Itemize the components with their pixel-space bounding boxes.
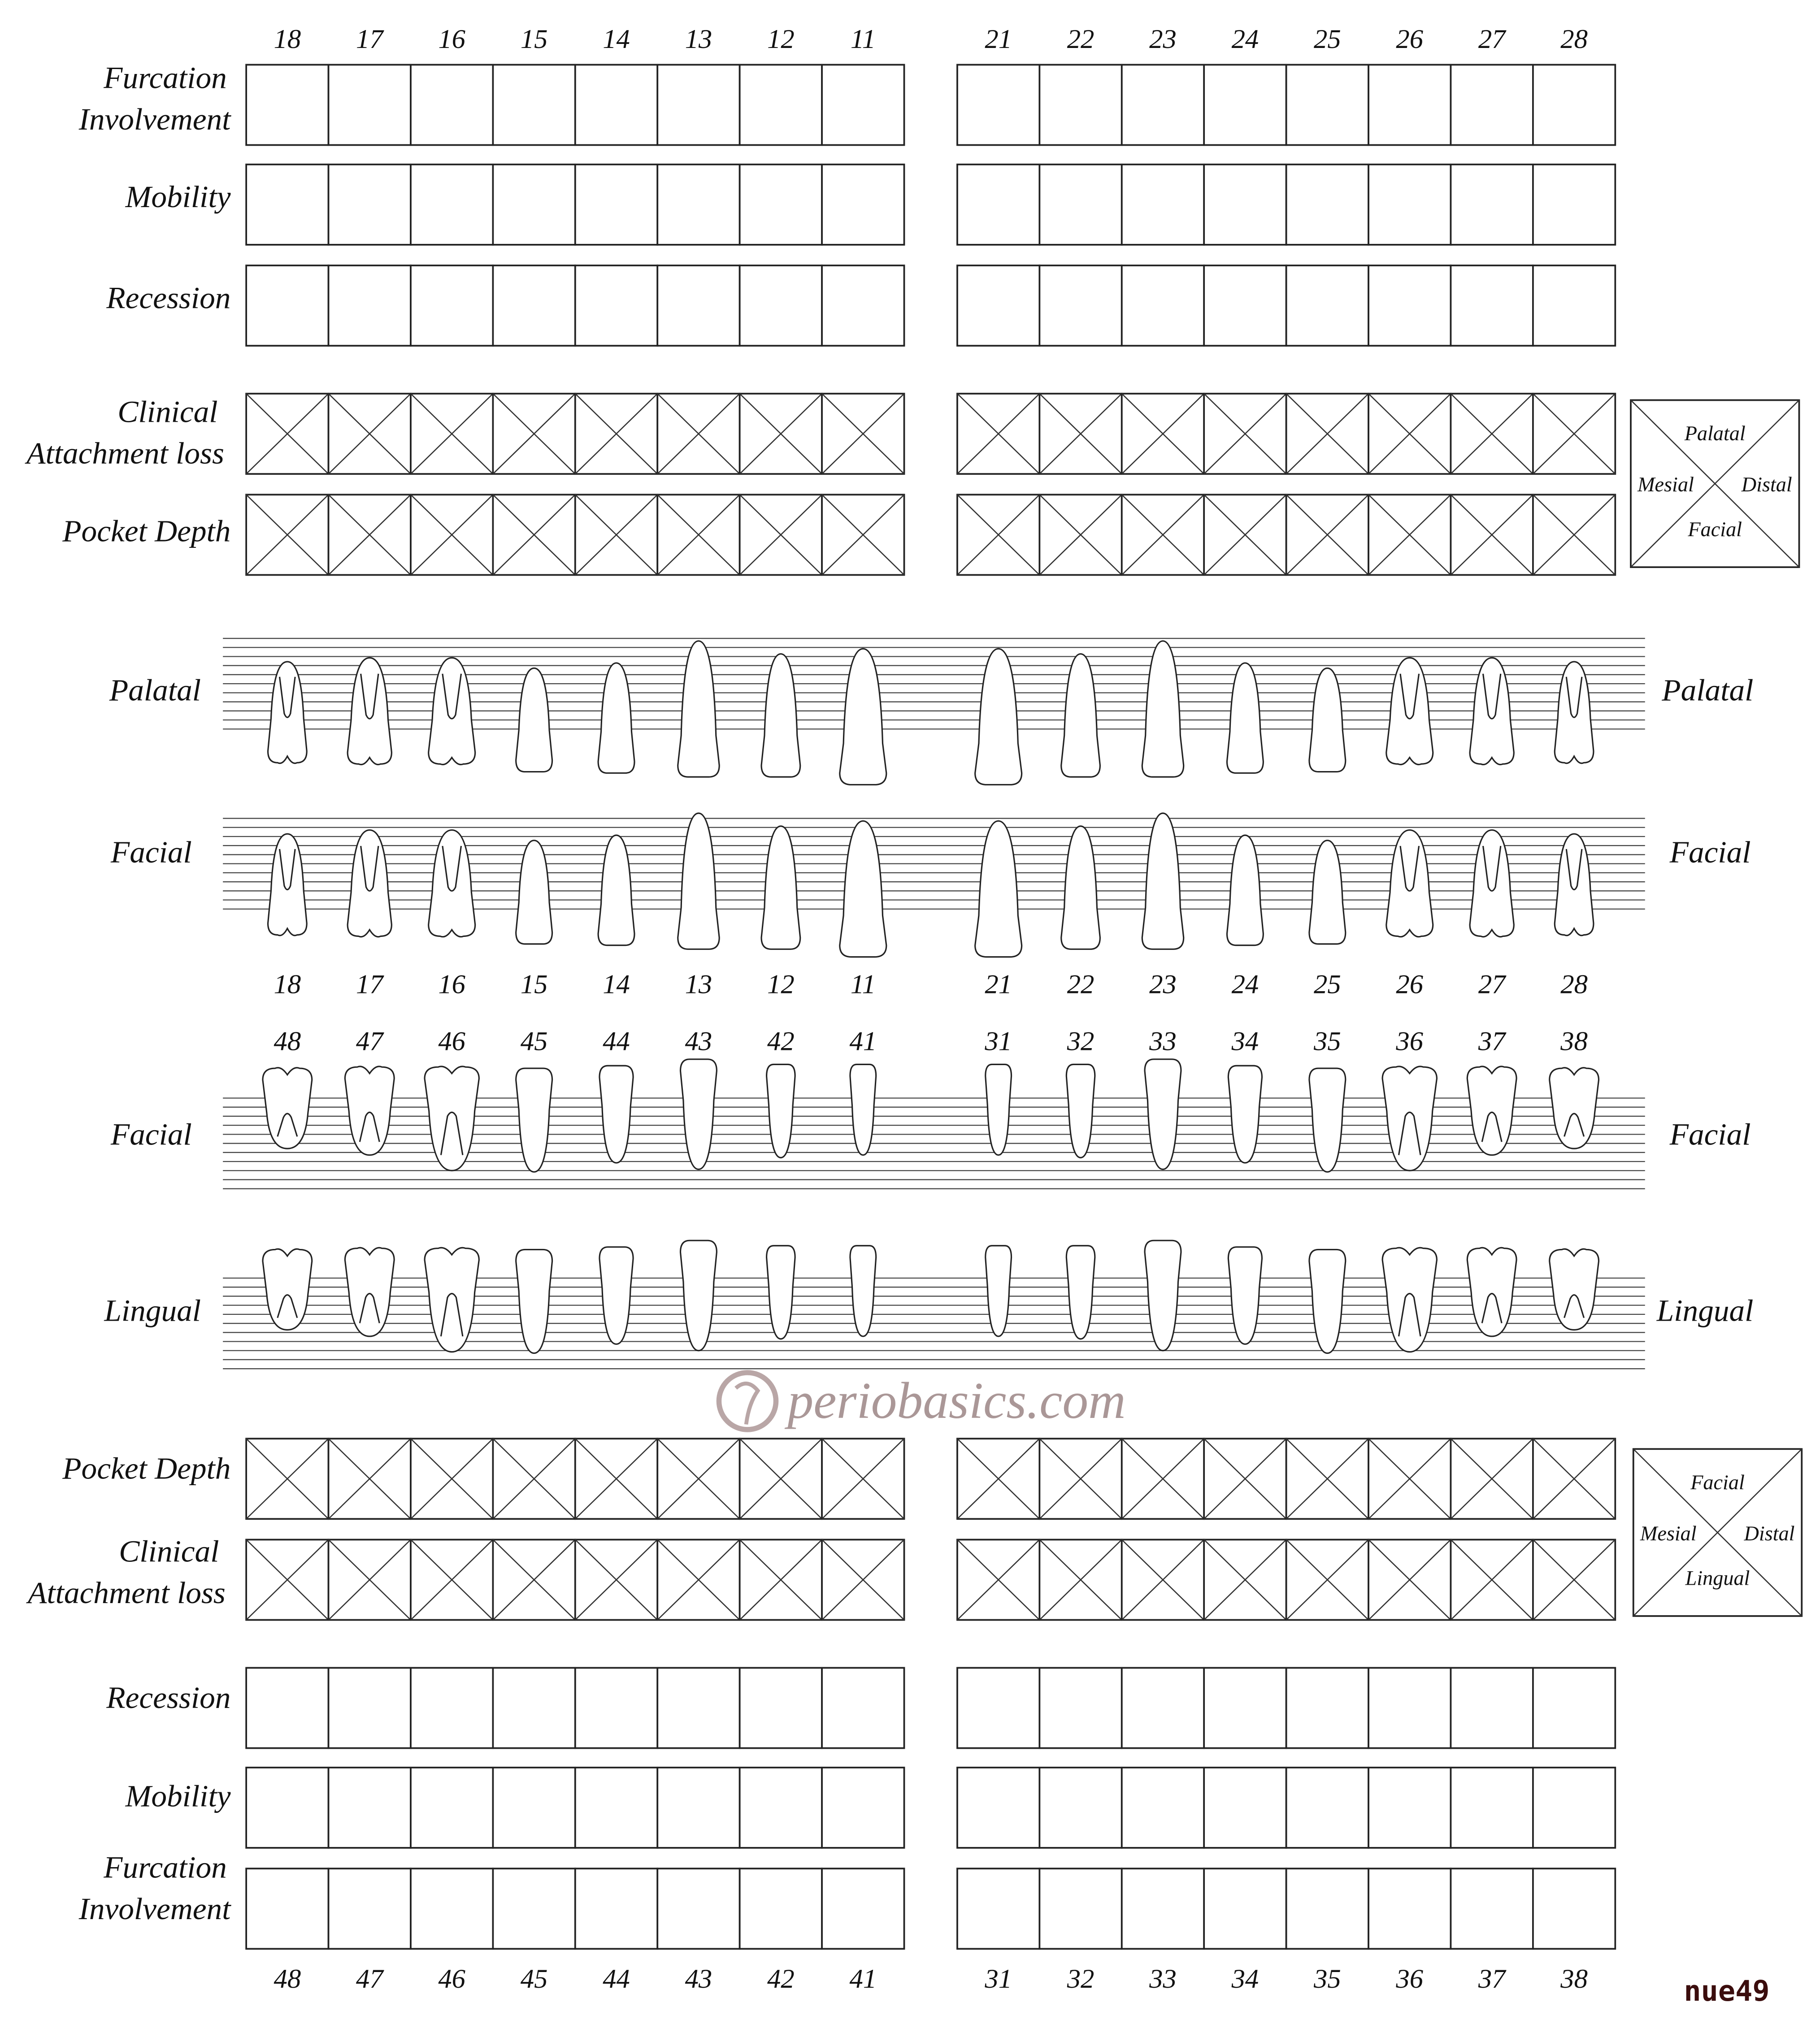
- upper-furcation-cell[interactable]: [1039, 65, 1121, 145]
- upper-furcation-cell[interactable]: [1451, 65, 1533, 145]
- tooth-31[interactable]: [986, 1246, 1012, 1336]
- tooth-outline: [516, 841, 552, 944]
- lower-recession-cell[interactable]: [1286, 1668, 1368, 1748]
- tooth-outline: [516, 1068, 552, 1172]
- label-recession: Recession: [106, 1680, 231, 1715]
- upper-recession-cell[interactable]: [822, 265, 904, 346]
- lower-mobility-cell[interactable]: [822, 1768, 904, 1848]
- tooth-number: 14: [603, 969, 630, 1000]
- tooth-number: 14: [603, 24, 630, 54]
- upper-furcation-cell[interactable]: [411, 65, 493, 145]
- tooth-16[interactable]: [429, 658, 475, 764]
- tooth-outline: [767, 1246, 795, 1339]
- label-clinical-attachment-loss: Attachment loss: [26, 436, 225, 471]
- legend-top-label: Facial: [1690, 1470, 1745, 1494]
- tooth-23[interactable]: [1142, 813, 1183, 949]
- tooth-outline: [975, 649, 1022, 785]
- tooth-number: 18: [274, 969, 301, 1000]
- upper-recession-cell[interactable]: [575, 265, 657, 346]
- upper-recession-cell[interactable]: [329, 265, 411, 346]
- tooth-outline: [1309, 1068, 1346, 1172]
- tooth-44[interactable]: [599, 1247, 633, 1344]
- lower-furcation-cell[interactable]: [740, 1868, 822, 1949]
- tooth-28[interactable]: [1555, 834, 1594, 936]
- label-pocket-depth: Pocket Depth: [62, 1451, 231, 1486]
- upper-recession-cell[interactable]: [246, 265, 328, 346]
- legend-top-label: Palatal: [1684, 422, 1746, 445]
- lower-furcation-cell[interactable]: [1039, 1868, 1121, 1949]
- upper-mobility-cell[interactable]: [1039, 165, 1121, 245]
- tooth-outline: [850, 1064, 876, 1155]
- chart-grids: [246, 65, 1802, 1949]
- upper-furcation-cell[interactable]: [329, 65, 411, 145]
- tooth-outline: [1228, 1066, 1262, 1163]
- tooth-outline: [761, 826, 800, 949]
- upper-recession-cell[interactable]: [1286, 265, 1368, 346]
- lower-recession-cell[interactable]: [740, 1668, 822, 1748]
- lower-furcation-cell[interactable]: [411, 1868, 493, 1949]
- lower-mobility-cell[interactable]: [1451, 1768, 1533, 1848]
- upper-mobility-cell[interactable]: [246, 165, 328, 245]
- tooth-number: 17: [356, 969, 383, 1000]
- tooth-25[interactable]: [1309, 841, 1346, 944]
- label-facial-left: Facial: [110, 834, 192, 869]
- upper-furcation-cell[interactable]: [740, 65, 822, 145]
- tooth-35[interactable]: [1309, 1249, 1346, 1353]
- tooth-number: 32: [1067, 1026, 1095, 1057]
- tooth-number: 46: [438, 1964, 466, 1994]
- tooth-number: 43: [685, 1026, 712, 1057]
- tooth-number: 23: [1149, 24, 1177, 54]
- tooth-outline: [1061, 654, 1100, 777]
- label-clinical-attachment-loss: Clinical: [119, 1534, 219, 1569]
- lower-furcation-cell[interactable]: [1122, 1868, 1204, 1949]
- tooth-38[interactable]: [1550, 1068, 1599, 1149]
- label-furcation-involvement: Involvement: [78, 1891, 231, 1926]
- lower-mobility-cell[interactable]: [575, 1768, 657, 1848]
- tooth-outline: [1066, 1246, 1095, 1339]
- label-clinical-attachment-loss: Attachment loss: [28, 1575, 226, 1610]
- tooth-number: 44: [603, 1026, 630, 1057]
- lower-recession-cell[interactable]: [1122, 1668, 1204, 1748]
- upper-furcation-cell[interactable]: [822, 65, 904, 145]
- lower-mobility-cell[interactable]: [740, 1768, 822, 1848]
- upper-furcation-cell[interactable]: [1204, 65, 1286, 145]
- tooth-number: 24: [1231, 969, 1259, 1000]
- lower-recession-cell[interactable]: [822, 1668, 904, 1748]
- upper-mobility-cell[interactable]: [822, 165, 904, 245]
- upper-mobility-cell[interactable]: [493, 165, 575, 245]
- upper-furcation-cell[interactable]: [246, 65, 328, 145]
- tooth-47[interactable]: [345, 1066, 394, 1155]
- lower-furcation-cell[interactable]: [1451, 1868, 1533, 1949]
- lower-recession-cell[interactable]: [1039, 1668, 1121, 1748]
- upper-mobility-cell[interactable]: [740, 165, 822, 245]
- tooth-number: 42: [767, 1026, 795, 1057]
- lower-furcation-cell[interactable]: [1533, 1868, 1615, 1949]
- tooth-number: 22: [1067, 969, 1095, 1000]
- tooth-22[interactable]: [1061, 826, 1100, 949]
- tooth-number: 21: [985, 969, 1012, 1000]
- lower-recession-cell[interactable]: [575, 1668, 657, 1748]
- upper-recession-cell[interactable]: [411, 265, 493, 346]
- legend-right-label: Distal: [1744, 1521, 1795, 1545]
- upper-furcation-cell[interactable]: [493, 65, 575, 145]
- lower-recession-cell[interactable]: [329, 1668, 411, 1748]
- tooth-17[interactable]: [347, 658, 391, 764]
- tooth-number: 31: [985, 1964, 1012, 1994]
- tooth-11[interactable]: [840, 821, 886, 957]
- lower-recession-cell[interactable]: [957, 1668, 1039, 1748]
- lower-mobility-cell[interactable]: [1533, 1768, 1615, 1848]
- tooth-outline: [840, 649, 886, 785]
- tooth-number: 15: [520, 969, 548, 1000]
- tooth-outline: [1309, 841, 1346, 944]
- upper-mobility-cell[interactable]: [1286, 165, 1368, 245]
- tooth-number: 38: [1560, 1964, 1588, 1994]
- tooth-outline: [1227, 663, 1263, 773]
- tooth-number: 25: [1314, 24, 1341, 54]
- tooth-number: 17: [356, 24, 383, 54]
- upper-mobility-cell[interactable]: [1533, 165, 1615, 245]
- lower-mobility-cell[interactable]: [329, 1768, 411, 1848]
- tooth-45[interactable]: [516, 1068, 552, 1172]
- tooth-31[interactable]: [986, 1064, 1012, 1155]
- upper-mobility-cell[interactable]: [411, 165, 493, 245]
- tooth-number: 48: [274, 1026, 301, 1057]
- lower-mobility-cell[interactable]: [411, 1768, 493, 1848]
- label-facial-lower-left: Facial: [110, 1117, 192, 1152]
- lower-mobility-cell[interactable]: [493, 1768, 575, 1848]
- tooth-number: 34: [1231, 1964, 1259, 1994]
- tooth-number: 36: [1396, 1026, 1424, 1057]
- tooth-34[interactable]: [1228, 1247, 1262, 1344]
- upper-mobility-cell[interactable]: [1204, 165, 1286, 245]
- tooth-22[interactable]: [1061, 654, 1100, 777]
- label-lingual-right: Lingual: [1656, 1293, 1754, 1328]
- tooth-15[interactable]: [516, 841, 552, 944]
- lower-furcation-cell[interactable]: [329, 1868, 411, 1949]
- tooth-number: 18: [274, 24, 301, 54]
- tooth-number: 35: [1314, 1026, 1341, 1057]
- label-furcation-involvement: Furcation: [104, 1850, 227, 1885]
- tooth-number: 31: [985, 1026, 1012, 1057]
- upper-recession-cell[interactable]: [493, 265, 575, 346]
- tooth-45[interactable]: [516, 1249, 552, 1353]
- tooth-32[interactable]: [1066, 1246, 1095, 1339]
- watermark-text: periobasics.com: [787, 1371, 1126, 1429]
- lower-mobility-cell[interactable]: [1286, 1768, 1368, 1848]
- tooth-13[interactable]: [678, 813, 719, 949]
- upper-mobility-cell[interactable]: [575, 165, 657, 245]
- tooth-number: 37: [1478, 1026, 1506, 1057]
- tooth-number: 32: [1067, 1964, 1095, 1994]
- legend-right-label: Distal: [1741, 473, 1792, 496]
- upper-mobility-cell[interactable]: [957, 165, 1039, 245]
- tooth-number: 16: [438, 24, 466, 54]
- tooth-34[interactable]: [1228, 1066, 1262, 1163]
- tooth-43[interactable]: [681, 1240, 717, 1351]
- upper-furcation-cell[interactable]: [657, 65, 739, 145]
- tooth-27[interactable]: [1470, 658, 1514, 764]
- tooth-outline: [1227, 835, 1263, 945]
- tooth-number: 26: [1396, 24, 1424, 54]
- tooth-18[interactable]: [268, 834, 307, 936]
- watermark-logo: [719, 1372, 1125, 1430]
- tooth-42[interactable]: [767, 1246, 795, 1339]
- tooth-outline: [986, 1246, 1012, 1336]
- tooth-outline: [1142, 641, 1183, 777]
- upper-furcation-cell[interactable]: [575, 65, 657, 145]
- tooth-outline: [516, 1249, 552, 1353]
- tooth-number: 33: [1149, 1964, 1177, 1994]
- tooth-48[interactable]: [263, 1068, 312, 1149]
- tooth-number: 35: [1314, 1964, 1341, 1994]
- upper-furcation-cell[interactable]: [1368, 65, 1451, 145]
- tooth-14[interactable]: [598, 663, 634, 773]
- tooth-number: 36: [1396, 1964, 1424, 1994]
- upper-recession-cell[interactable]: [1451, 265, 1533, 346]
- lower-recession-cell[interactable]: [246, 1668, 328, 1748]
- tooth-number: 26: [1396, 969, 1424, 1000]
- label-mobility: Mobility: [125, 1778, 231, 1813]
- upper-recession-cell[interactable]: [1533, 265, 1615, 346]
- tooth-number: 47: [356, 1026, 383, 1057]
- upper-furcation-cell[interactable]: [957, 65, 1039, 145]
- tooth-21[interactable]: [975, 821, 1022, 957]
- tooth-number: 13: [685, 969, 712, 1000]
- tooth-number: 34: [1231, 1026, 1259, 1057]
- tooth-24[interactable]: [1227, 835, 1263, 945]
- lower-furcation-cell[interactable]: [1204, 1868, 1286, 1949]
- tooth-number: 44: [603, 1964, 630, 1994]
- legend-bottom-label: Facial: [1688, 517, 1742, 541]
- label-facial-right: Facial: [1669, 834, 1751, 869]
- label-recession: Recession: [106, 280, 231, 315]
- upper-furcation-cell[interactable]: [1286, 65, 1368, 145]
- tooth-number: 48: [274, 1964, 301, 1994]
- tooth-number: 13: [685, 24, 712, 54]
- tooth-number: 11: [850, 969, 876, 1000]
- tooth-46[interactable]: [425, 1248, 479, 1352]
- tooth-outline: [1228, 1247, 1262, 1344]
- lower-mobility-cell[interactable]: [1368, 1768, 1451, 1848]
- label-furcation-involvement: Involvement: [78, 101, 231, 136]
- label-pocket-depth: Pocket Depth: [62, 513, 231, 548]
- lower-mobility-cell[interactable]: [957, 1768, 1039, 1848]
- label-mobility: Mobility: [125, 179, 231, 214]
- upper-recession-cell[interactable]: [957, 265, 1039, 346]
- label-palatal-left: Palatal: [109, 672, 201, 707]
- tooth-44[interactable]: [599, 1066, 633, 1163]
- tooth-number: 12: [767, 969, 795, 1000]
- tooth-number: 45: [520, 1026, 548, 1057]
- upper-mobility-cell[interactable]: [1122, 165, 1204, 245]
- tooth-46[interactable]: [425, 1066, 479, 1170]
- tooth-number: 15: [520, 24, 548, 54]
- tooth-outline: [1142, 813, 1183, 949]
- tooth-outline: [599, 1066, 633, 1163]
- tooth-number: 24: [1231, 24, 1259, 54]
- tooth-outline: [975, 821, 1022, 957]
- tooth-number: 27: [1478, 24, 1506, 54]
- signature: nue49: [1684, 1974, 1770, 2007]
- lower-recession-cell[interactable]: [1451, 1668, 1533, 1748]
- tooth-number: 45: [520, 1964, 548, 1994]
- label-palatal-right: Palatal: [1662, 672, 1754, 707]
- tooth-number: 37: [1478, 1964, 1506, 1994]
- tooth-41[interactable]: [850, 1246, 876, 1336]
- tooth-38[interactable]: [1550, 1249, 1599, 1330]
- tooth-11[interactable]: [840, 649, 886, 785]
- tooth-outline: [678, 813, 719, 949]
- tooth-23[interactable]: [1142, 641, 1183, 777]
- lower-furcation-cell[interactable]: [1368, 1868, 1451, 1949]
- lower-furcation-cell[interactable]: [957, 1868, 1039, 1949]
- tooth-number: 12: [767, 24, 795, 54]
- lower-furcation-cell[interactable]: [246, 1868, 328, 1949]
- upper-mobility-cell[interactable]: [657, 165, 739, 245]
- tooth-number: 25: [1314, 969, 1341, 1000]
- tooth-26[interactable]: [1386, 658, 1433, 764]
- tooth-36[interactable]: [1382, 1248, 1437, 1352]
- label-facial-lower-right: Facial: [1669, 1117, 1751, 1152]
- legend-left-label: Mesial: [1640, 1521, 1697, 1545]
- tooth-number: 22: [1067, 24, 1095, 54]
- tooth-33[interactable]: [1145, 1240, 1181, 1351]
- lower-furcation-cell[interactable]: [1286, 1868, 1368, 1949]
- tooth-14[interactable]: [598, 835, 634, 945]
- tooth-outline: [840, 821, 886, 957]
- tooth-41[interactable]: [850, 1064, 876, 1155]
- tooth-number: 28: [1560, 24, 1588, 54]
- tooth-number: 41: [849, 1964, 877, 1994]
- tooth-number: 28: [1560, 969, 1588, 1000]
- tooth-number: 47: [356, 1964, 383, 1994]
- tooth-number: 11: [850, 24, 876, 54]
- tooth-number: 33: [1149, 1026, 1177, 1057]
- upper-recession-cell[interactable]: [1122, 265, 1204, 346]
- legend-left-label: Mesial: [1638, 473, 1694, 496]
- lower-recession-cell[interactable]: [1533, 1668, 1615, 1748]
- tooth-outline: [598, 663, 634, 773]
- tooth-outline: [1309, 1249, 1346, 1353]
- legend-bottom-label: Lingual: [1685, 1566, 1750, 1590]
- tooth-number: 41: [849, 1026, 877, 1057]
- tooth-number: 43: [685, 1964, 712, 1994]
- lower-mobility-cell[interactable]: [1204, 1768, 1286, 1848]
- upper-recession-cell[interactable]: [740, 265, 822, 346]
- tooth-number: 27: [1478, 969, 1506, 1000]
- upper-furcation-cell[interactable]: [1122, 65, 1204, 145]
- lower-furcation-cell[interactable]: [822, 1868, 904, 1949]
- lower-recession-cell[interactable]: [493, 1668, 575, 1748]
- label-furcation-involvement: Furcation: [104, 60, 227, 95]
- tooth-35[interactable]: [1309, 1068, 1346, 1172]
- lower-mobility-cell[interactable]: [1122, 1768, 1204, 1848]
- upper-recession-cell[interactable]: [1204, 265, 1286, 346]
- tooth-48[interactable]: [263, 1249, 312, 1330]
- lower-recession-cell[interactable]: [1368, 1668, 1451, 1748]
- lower-furcation-cell[interactable]: [575, 1868, 657, 1949]
- tooth-outline: [599, 1247, 633, 1344]
- tooth-number: 38: [1560, 1026, 1588, 1057]
- tooth-outline: [678, 641, 719, 777]
- upper-furcation-cell[interactable]: [1533, 65, 1615, 145]
- lower-recession-cell[interactable]: [1204, 1668, 1286, 1748]
- tooth-28[interactable]: [1555, 662, 1594, 763]
- upper-recession-cell[interactable]: [1368, 265, 1451, 346]
- tooth-18[interactable]: [268, 662, 307, 763]
- lower-mobility-cell[interactable]: [1039, 1768, 1121, 1848]
- tooth-outline: [850, 1246, 876, 1336]
- lower-mobility-cell[interactable]: [657, 1768, 739, 1848]
- tooth-number: 23: [1149, 969, 1177, 1000]
- tooth-outline: [598, 835, 634, 945]
- tooth-outline: [761, 654, 800, 777]
- lower-mobility-cell[interactable]: [246, 1768, 328, 1848]
- label-clinical-attachment-loss: Clinical: [117, 394, 218, 429]
- lower-furcation-cell[interactable]: [657, 1868, 739, 1949]
- tooth-outline: [1061, 826, 1100, 949]
- tooth-24[interactable]: [1227, 663, 1263, 773]
- label-lingual-left: Lingual: [104, 1293, 201, 1328]
- upper-recession-cell[interactable]: [1039, 265, 1121, 346]
- upper-mobility-cell[interactable]: [1451, 165, 1533, 245]
- tooth-21[interactable]: [975, 649, 1022, 785]
- tooth-outline: [986, 1064, 1012, 1155]
- upper-mobility-cell[interactable]: [1368, 165, 1451, 245]
- tooth-outline: [1145, 1240, 1181, 1351]
- lower-recession-cell[interactable]: [657, 1668, 739, 1748]
- lower-furcation-cell[interactable]: [493, 1868, 575, 1949]
- tooth-12[interactable]: [761, 826, 800, 949]
- tooth-13[interactable]: [678, 641, 719, 777]
- tooth-number: 16: [438, 969, 466, 1000]
- tooth-37[interactable]: [1467, 1066, 1516, 1155]
- tooth-number: 42: [767, 1964, 795, 1994]
- upper-recession-cell[interactable]: [657, 265, 739, 346]
- tooth-36[interactable]: [1382, 1066, 1437, 1170]
- tooth-outline: [681, 1240, 717, 1351]
- lower-recession-cell[interactable]: [411, 1668, 493, 1748]
- tooth-number: 21: [985, 24, 1012, 54]
- upper-mobility-cell[interactable]: [329, 165, 411, 245]
- tooth-12[interactable]: [761, 654, 800, 777]
- tooth-number: 46: [438, 1026, 466, 1057]
